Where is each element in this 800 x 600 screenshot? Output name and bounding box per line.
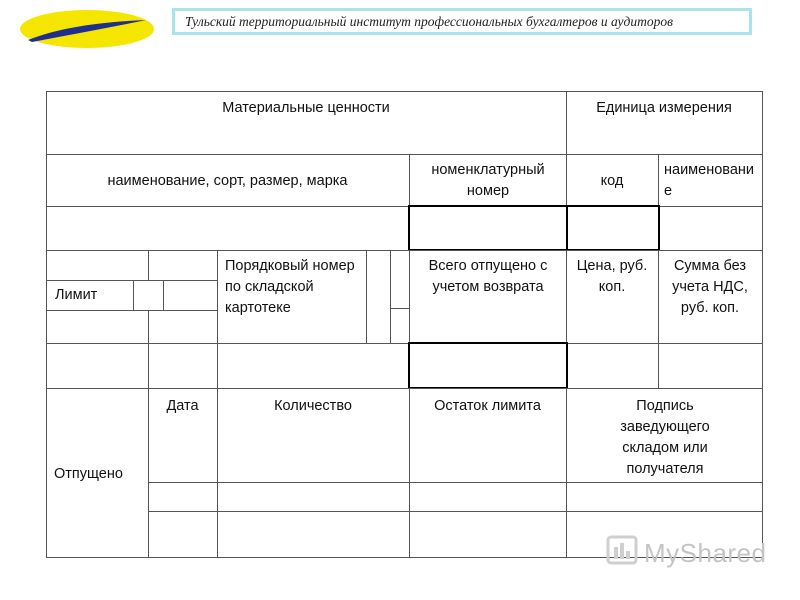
code-header: код — [600, 173, 624, 189]
limit-label: Лимит — [55, 287, 98, 303]
limit-remainder-header: Остаток лимита — [434, 398, 541, 414]
watermark-text: MyShared — [644, 538, 767, 568]
total-issued-value-cell[interactable] — [408, 342, 568, 389]
signature-header: Подпись заведующего складом или получателя — [620, 398, 710, 477]
institute-title-text: Тульский территориальный институт профессиональных бухгалтеров и аудиторов — [185, 13, 673, 29]
card-number-header: Порядковый номер по складской картотеке — [225, 258, 355, 316]
sum-header: Сумма без учета НДС, руб. коп. — [672, 258, 748, 316]
issued-label: Отпущено — [54, 466, 123, 482]
unit-name-header: наименование — [664, 162, 754, 199]
total-issued-header: Всего отпущено с учетом возврата — [428, 258, 548, 295]
quantity-header: Количество — [274, 398, 352, 414]
price-header: Цена, руб. коп. — [576, 258, 648, 295]
name-sort-size-header: наименование, сорт, размер, марка — [107, 173, 348, 189]
date-header: Дата — [166, 398, 199, 414]
nomenclature-value-cell[interactable] — [408, 205, 568, 251]
nomenclature-number-header: номенклатурный номер — [431, 162, 545, 199]
unit-of-measure-header: Единица измерения — [596, 100, 732, 116]
material-values-header: Материальные ценности — [222, 100, 390, 116]
code-value-cell[interactable] — [566, 205, 660, 251]
